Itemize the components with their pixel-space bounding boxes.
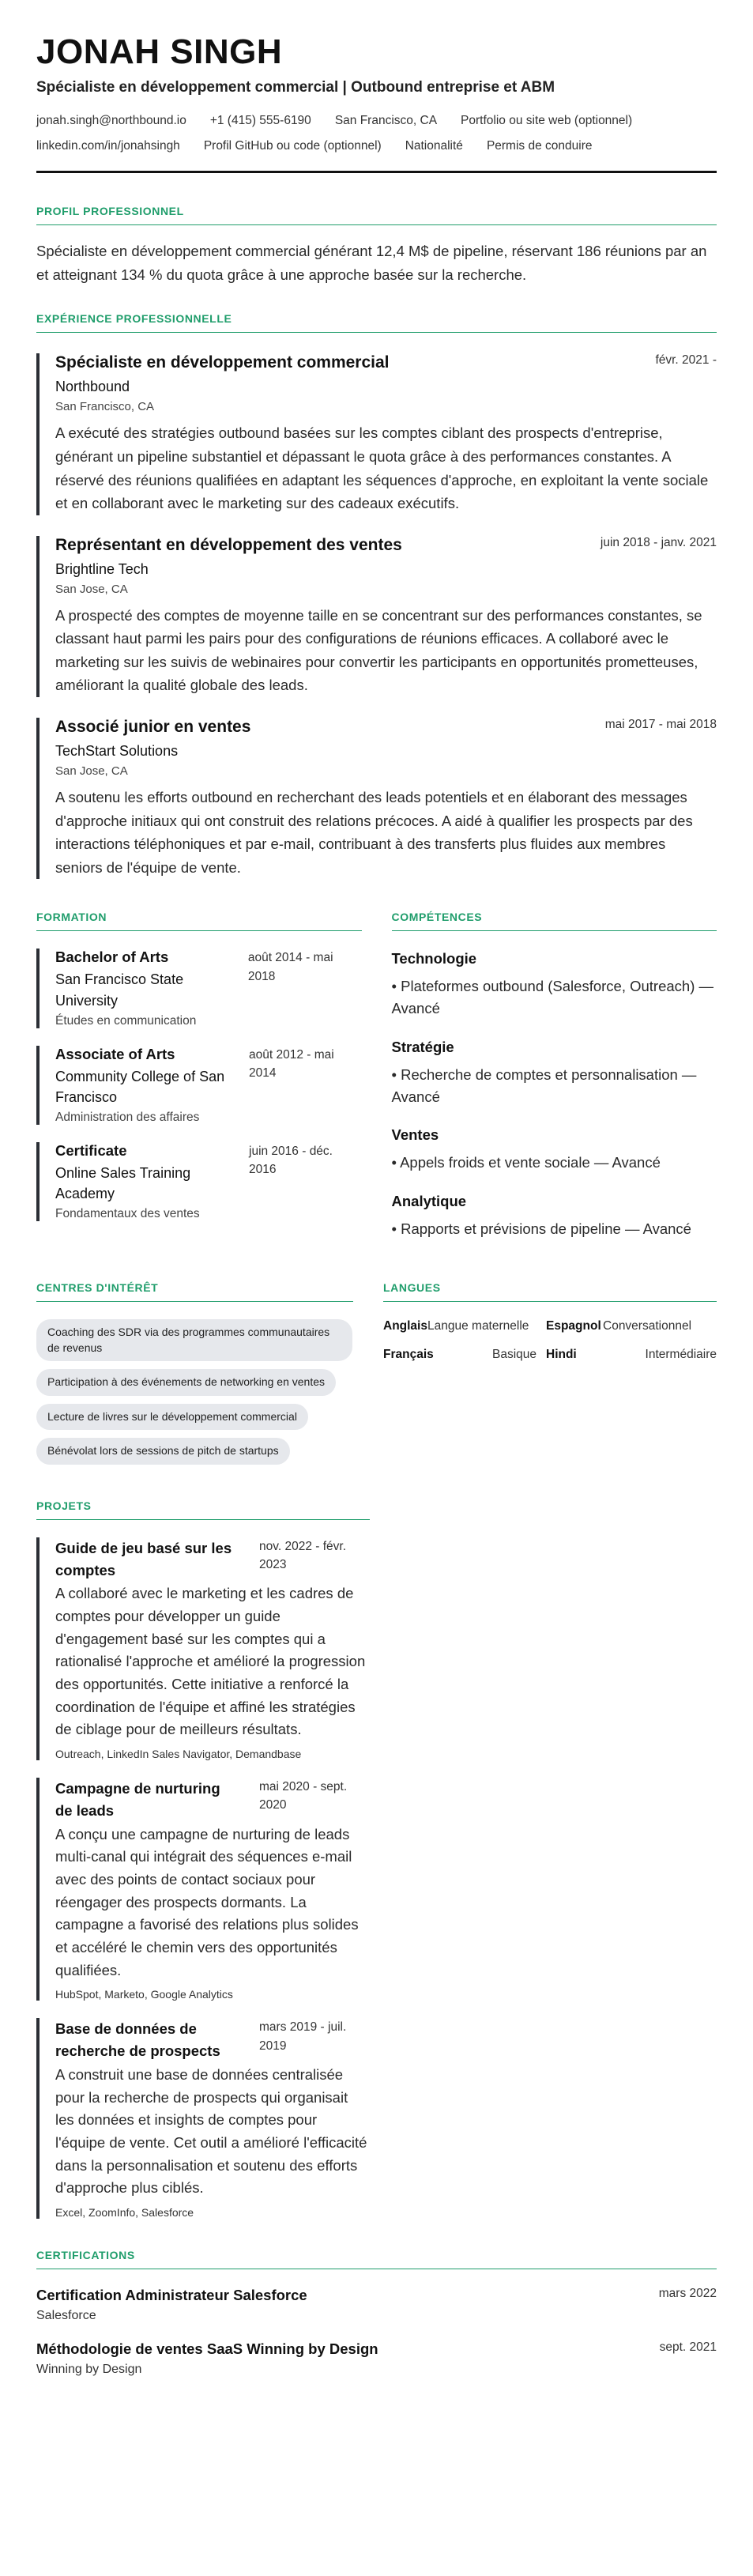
- contact-location: San Francisco, CA: [334, 114, 438, 128]
- candidate-name: JONAH SINGH: [36, 32, 283, 71]
- education-school: San Francisco State University: [55, 971, 184, 1009]
- contact-portfolio: Portfolio ou site web (optionnel): [461, 114, 633, 128]
- skill-entry: • Recherche de comptes et personnalisation — Avancé: [391, 1065, 697, 1105]
- experience-description: A exécuté des stratégies outbound basées sur les comptes ciblant des prospects d'entreprise, générant un pipeline substantiel et dépassant le quota grâce à des performances constantes. A réservé des réunions qualifiées en adaptant les séquences d'approche, en exploitant la vente sociale et en collaborant avec le marketing sur des cadeaux exécutifs.: [55, 424, 709, 512]
- experience-section: [36, 312, 717, 879]
- education-item: [36, 1046, 362, 1125]
- interests-languages-row: [36, 1281, 717, 1465]
- project-name: Base de données de recherche de prospects: [55, 2020, 220, 2060]
- contact-phone: +1 (415) 555-6190: [209, 114, 311, 128]
- language-level: Langue maternelle: [427, 1318, 529, 1333]
- education-field: Fondamentaux des ventes: [55, 1207, 200, 1221]
- experience-company: TechStart Solutions: [55, 743, 179, 760]
- contact-license: Permis de conduire: [486, 139, 593, 153]
- skill-category: [392, 1039, 717, 1108]
- project-description: A conçu une campagne de nurturing de leads multi-canal qui intégrait des séquences e-mail avec des points de contact sociaux pour réengager des prospects dormants. La campagne a favorisé des relations plus solides et accéléré le chemin vers des opportunités qualifiées.: [55, 1825, 359, 1978]
- education-section: [36, 911, 362, 1240]
- section-title-skills: COMPÉTENCES: [392, 911, 717, 931]
- resume-header: [36, 33, 717, 173]
- experience-description: A soutenu les efforts outbound en recherchant des leads potentiels et en élaborant des messages d'approche initiaux qui ont construit des relations précoces. A aidé à qualifier les prospects par des interactions téléphoniques et par e-mail, contribuant à des transferts plus fluides aux membres seniors de l'équipe de vente.: [55, 789, 693, 876]
- education-date: août 2012 - mai 2014: [249, 1047, 334, 1080]
- project-item: [36, 2018, 370, 2219]
- language-level: Conversationnel: [603, 1318, 692, 1333]
- skill-category: [392, 950, 717, 1020]
- project-date: nov. 2022 - févr. 2023: [259, 1539, 346, 1572]
- project-item: [36, 1537, 370, 1760]
- candidate-headline: Spécialiste en développement commercial | Outbound entreprise et ABM: [36, 79, 555, 96]
- experience-date: mai 2017 - mai 2018: [604, 718, 717, 732]
- section-title-languages: LANGUES: [383, 1281, 717, 1302]
- section-title-experience: EXPÉRIENCE PROFESSIONNELLE: [36, 312, 717, 333]
- certification-item: [36, 2340, 717, 2377]
- experience-company: Brightline Tech: [55, 560, 149, 577]
- project-name: Campagne de nurturing de leads: [55, 1780, 220, 1819]
- education-degree: Associate of Arts: [55, 1045, 175, 1062]
- experience-item: [36, 718, 717, 879]
- education-field: Études en communication: [55, 1013, 197, 1028]
- education-date: juin 2016 - déc. 2016: [249, 1144, 333, 1177]
- certification-issuer: Winning by Design: [36, 2362, 142, 2376]
- summary-text: Spécialiste en développement commercial générant 12,4 M$ de pipeline, réservant 186 réunions par an et atteignant 134 % du quota grâce à une approche basée sur la recherche.: [36, 243, 707, 284]
- section-title-projects: PROJETS: [36, 1499, 370, 1520]
- certifications-section: [36, 2249, 717, 2377]
- education-school: Online Sales Training Academy: [55, 1164, 191, 1201]
- experience-item: [36, 536, 717, 697]
- experience-role: Représentant en développement des ventes: [55, 535, 402, 554]
- contact-linkedin: linkedin.com/in/jonahsingh: [36, 139, 180, 153]
- experience-description: A prospecté des comptes de moyenne taille en se concentrant sur des performances constantes, se classant haut parmi les pairs pour des configurations de réunions efficaces. A collaboré avec le marketing sur les suivis de webinaires pour convertir les participants en opportunités prometteuses, améliorant la qualité globale des leads.: [55, 606, 702, 694]
- skill-category: [392, 1193, 717, 1240]
- summary-section: [36, 205, 717, 287]
- projects-section: [36, 1499, 370, 2219]
- experience-role: Associé junior en ventes: [55, 718, 251, 737]
- education-field: Administration des affaires: [55, 1110, 200, 1124]
- education-skills-row: [36, 911, 717, 1240]
- contact-github: Profil GitHub ou code (optionnel): [203, 139, 382, 153]
- education-date: août 2014 - mai 2018: [247, 951, 333, 983]
- project-description: A construit une base de données centralisée pour la recherche de prospects qui organisait les données et insights de comptes pour l'équipe de vente. Cet outil a amélioré l'efficacité dans la personnalisation et soutenu des efforts d'approche plus ciblés.: [55, 2065, 367, 2197]
- section-title-certifications: CERTIFICATIONS: [36, 2249, 717, 2269]
- language-name: Hindi: [546, 1347, 577, 1361]
- project-date: mai 2020 - sept. 2020: [259, 1780, 348, 1812]
- section-title-summary: PROFIL PROFESSIONNEL: [36, 205, 717, 225]
- education-degree: Certificate: [55, 1141, 127, 1159]
- skill-category: [392, 1126, 717, 1174]
- interest-tags: [36, 1319, 353, 1465]
- language-level: Basique: [491, 1347, 537, 1361]
- header-divider: [36, 171, 717, 173]
- interest-tag: Lecture de livres sur le développement commercial: [36, 1404, 308, 1431]
- skill-entry: • Plateformes outbound (Salesforce, Outreach) — Avancé: [391, 978, 714, 1017]
- skill-entry: • Rapports et prévisions de pipeline — Avancé: [391, 1220, 691, 1238]
- skill-category-name: Stratégie: [391, 1038, 454, 1055]
- education-item: [36, 1142, 362, 1221]
- experience-location: San Jose, CA: [55, 764, 128, 779]
- section-title-interests: CENTRES D'INTÉRÊT: [36, 1281, 353, 1302]
- project-date: mars 2019 - juil. 2019: [259, 2020, 347, 2053]
- languages-grid: [383, 1319, 717, 1362]
- certification-name: Méthodologie de ventes SaaS Winning by Design: [36, 2340, 378, 2357]
- education-school: Community College of San Francisco: [55, 1068, 225, 1105]
- certification-date: mars 2022: [658, 2286, 717, 2300]
- experience-item: [36, 353, 717, 515]
- contact-email: jonah.singh@northbound.io: [36, 114, 186, 128]
- skill-category-name: Ventes: [391, 1126, 439, 1144]
- languages-section: [383, 1281, 717, 1465]
- project-tools: Excel, ZoomInfo, Salesforce: [55, 2205, 194, 2219]
- experience-location: San Jose, CA: [55, 582, 128, 596]
- project-name: Guide de jeu basé sur les comptes: [55, 1539, 232, 1578]
- certification-name: Certification Administrateur Salesforce: [36, 2286, 307, 2303]
- section-title-education: FORMATION: [36, 911, 362, 931]
- skills-section: [392, 911, 717, 1240]
- experience-location: San Francisco, CA: [55, 400, 155, 414]
- experience-role: Spécialiste en développement commercial: [55, 353, 390, 372]
- interest-tag: Coaching des SDR via des programmes communautaires de revenus: [36, 1319, 352, 1361]
- interest-tag: Participation à des événements de networking en ventes: [36, 1369, 336, 1396]
- interests-section: [36, 1281, 353, 1465]
- skill-category-name: Analytique: [391, 1193, 467, 1210]
- education-degree: Bachelor of Arts: [55, 949, 169, 966]
- language-name: Anglais: [383, 1318, 427, 1333]
- project-tools: HubSpot, Marketo, Google Analytics: [55, 1988, 233, 2001]
- experience-date: févr. 2021 -: [655, 353, 717, 368]
- skill-entry: • Appels froids et vente sociale — Avancé: [391, 1154, 661, 1171]
- certification-issuer: Salesforce: [36, 2308, 96, 2322]
- certification-date: sept. 2021: [659, 2340, 717, 2354]
- language-name: Français: [383, 1347, 434, 1361]
- skill-category-name: Technologie: [391, 950, 477, 967]
- experience-date: juin 2018 - janv. 2021: [600, 535, 717, 549]
- project-tools: Outreach, LinkedIn Sales Navigator, Demandbase: [55, 1748, 302, 1761]
- contact-list: [36, 114, 732, 153]
- language-name: Espagnol: [546, 1318, 601, 1333]
- certification-item: [36, 2287, 717, 2323]
- education-item: [36, 949, 362, 1028]
- interest-tag: Bénévolat lors de sessions de pitch de startups: [36, 1438, 290, 1465]
- experience-company: Northbound: [55, 379, 130, 395]
- project-item: [36, 1778, 370, 2001]
- contact-nationality: Nationalité: [405, 139, 463, 153]
- project-description: A collaboré avec le marketing et les cadres de comptes pour développer un guide d'engagement basé sur les comptes qui a rationalisé l'approche et amélioré la progression des opportunités. Cette initiative a renforcé la coordination de l'équipe et affiné les stratégies de ciblage pour de meilleurs résultats.: [55, 1585, 366, 1738]
- language-level: Intermédiaire: [645, 1347, 717, 1361]
